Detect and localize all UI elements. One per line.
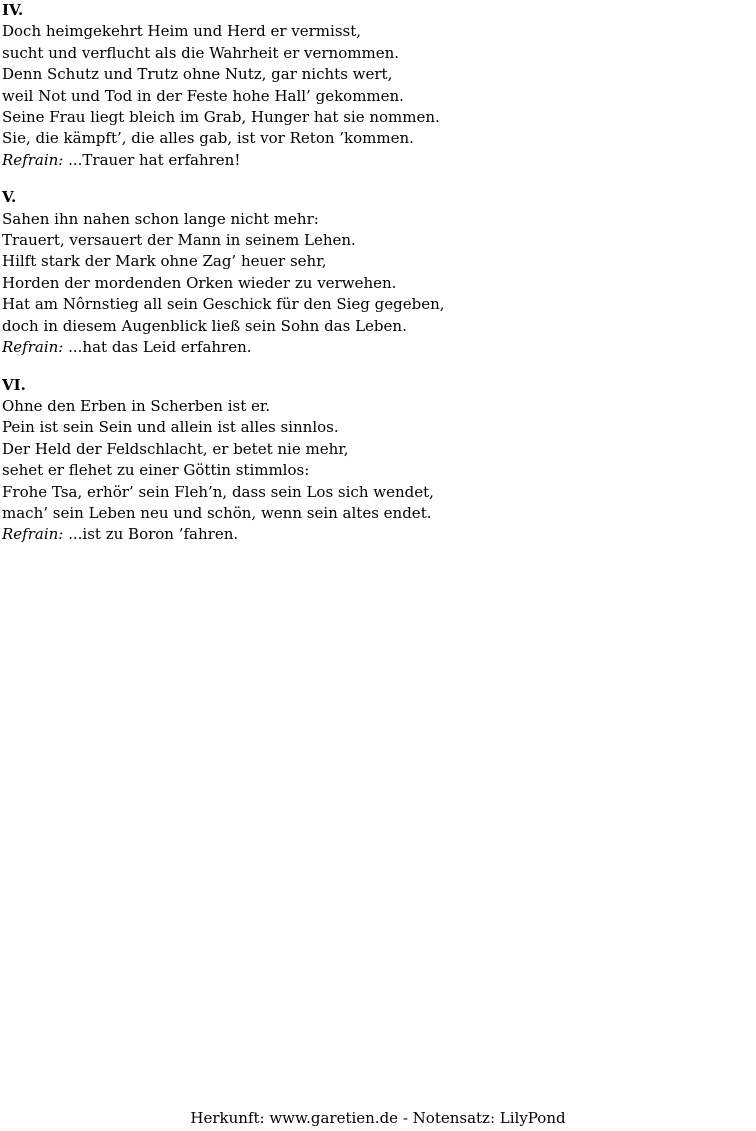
lyric-line: doch in diesem Augenblick ließ sein Sohn das Leben.	[2, 316, 407, 335]
refrain-label: Refrain:	[2, 338, 64, 357]
refrain-text: ...ist zu Boron ’fahren.	[63, 525, 239, 544]
lyric-line: Hat am Nôrnstieg all sein Geschick für den Sieg gegeben,	[2, 295, 445, 314]
refrain-line	[2, 150, 756, 171]
lyric-line: Denn Schutz und Trutz ohne Nutz, gar nichts wert,	[2, 65, 393, 84]
page-footer	[0, 1108, 756, 1129]
lyric-line: Pein ist sein Sein und allein ist alles sinnlos.	[2, 418, 339, 437]
lyric-line: sucht und verflucht als die Wahrheit er vernommen.	[2, 43, 400, 62]
refrain-label: Refrain:	[2, 525, 64, 544]
stanza-heading: VI.	[2, 375, 26, 394]
lyric-line: Horden der mordenden Orken wieder zu verwehen.	[2, 273, 397, 292]
lyric-line: sehet er flehet zu einer Göttin stimmlos:	[2, 461, 310, 480]
lyric-line: Sie, die kämpft’, die alles gab, ist vor Reton ’kommen.	[2, 129, 414, 148]
lyric-line: mach’ sein Leben neu und schön, wenn sein altes endet.	[2, 503, 432, 522]
stanza-vi	[2, 375, 756, 546]
lyric-line: Doch heimgekehrt Heim und Herd er vermisst,	[2, 22, 362, 41]
lyric-line: Frohe Tsa, erhör’ sein Fleh’n, dass sein Los sich wendet,	[2, 482, 434, 501]
lyric-line: Seine Frau liegt bleich im Grab, Hunger hat sie nommen.	[2, 108, 440, 127]
refrain-text: ...Trauer hat erfahren!	[63, 150, 241, 169]
refrain-line	[2, 524, 756, 545]
stanza-heading: IV.	[2, 1, 24, 19]
lyric-line: Trauert, versauert der Mann in seinem Lehen.	[2, 231, 356, 250]
lyric-line: Hilft stark der Mark ohne Zag’ heuer sehr,	[2, 252, 327, 271]
stanza-iv	[2, 0, 756, 171]
footer-credit-text: Herkunft: www.garetien.de - Notensatz: LilyPond	[190, 1109, 566, 1127]
lyric-line: Sahen ihn nahen schon lange nicht mehr:	[2, 209, 319, 228]
refrain-label: Refrain:	[2, 150, 64, 169]
lyrics-block	[2, 0, 756, 562]
refrain-text: ...hat das Leid erfahren.	[63, 338, 252, 357]
stanza-heading: V.	[2, 188, 17, 207]
lyric-line: weil Not und Tod in der Feste hohe Hall’ gekommen.	[2, 86, 404, 105]
lyric-line: Der Held der Feldschlacht, er betet nie mehr,	[2, 439, 349, 458]
lyric-line: Ohne den Erben in Scherben ist er.	[2, 396, 271, 415]
stanza-v	[2, 187, 756, 358]
refrain-line	[2, 337, 756, 358]
